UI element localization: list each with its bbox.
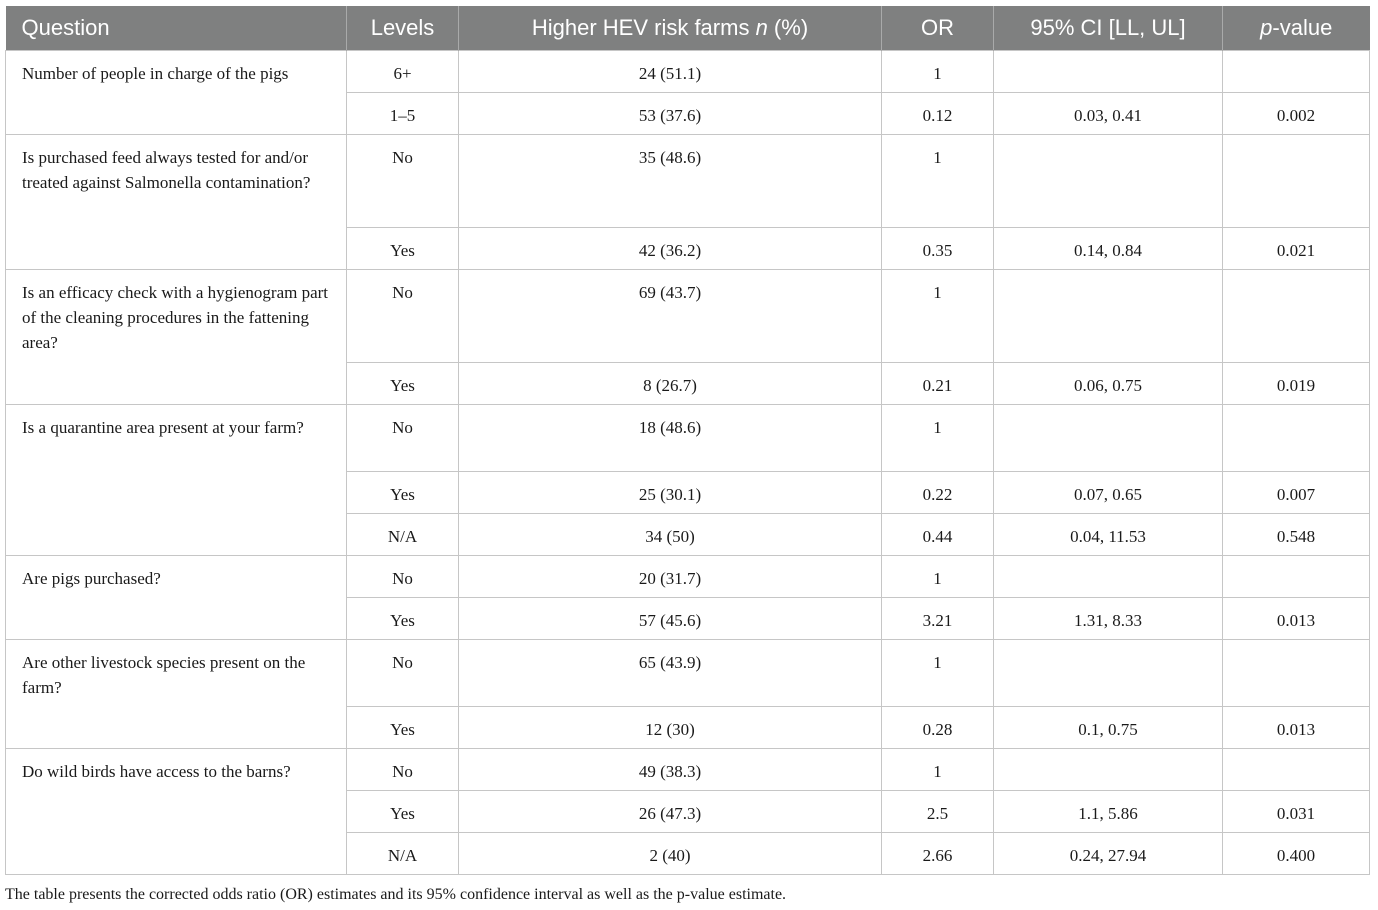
risk-header-suffix: (%) xyxy=(767,15,809,40)
p-value-cell xyxy=(1223,135,1370,228)
level-cell: No xyxy=(347,135,459,228)
or-cell: 0.21 xyxy=(882,363,994,405)
level-cell: N/A xyxy=(347,833,459,875)
or-cell: 0.28 xyxy=(882,707,994,749)
question-cell: Are other livestock species present on the farm? xyxy=(6,640,347,749)
level-cell: No xyxy=(347,640,459,707)
or-cell: 0.12 xyxy=(882,93,994,135)
question-cell: Number of people in charge of the pigs xyxy=(6,51,347,135)
farms-cell: 12 (30) xyxy=(459,707,882,749)
farms-cell: 42 (36.2) xyxy=(459,228,882,270)
p-value-cell: 0.007 xyxy=(1223,472,1370,514)
ci-cell: 0.1, 0.75 xyxy=(994,707,1223,749)
level-cell: No xyxy=(347,405,459,472)
or-cell: 1 xyxy=(882,640,994,707)
column-header-p-value xyxy=(1223,6,1370,51)
column-header-or: OR xyxy=(882,6,994,51)
p-value-cell xyxy=(1223,270,1370,363)
or-cell: 1 xyxy=(882,405,994,472)
level-cell: No xyxy=(347,749,459,791)
table-row xyxy=(6,270,1370,363)
farms-cell: 24 (51.1) xyxy=(459,51,882,93)
table-row xyxy=(6,51,1370,93)
ci-cell xyxy=(994,51,1223,93)
level-cell: No xyxy=(347,270,459,363)
level-cell: 6+ xyxy=(347,51,459,93)
or-cell: 2.66 xyxy=(882,833,994,875)
farms-cell: 2 (40) xyxy=(459,833,882,875)
risk-header-prefix: Higher HEV risk farms xyxy=(531,15,756,40)
or-cell: 1 xyxy=(882,51,994,93)
ci-cell: 1.31, 8.33 xyxy=(994,598,1223,640)
ci-cell: 0.06, 0.75 xyxy=(994,363,1223,405)
p-header-italic: p xyxy=(1260,15,1273,40)
farms-cell: 49 (38.3) xyxy=(459,749,882,791)
question-cell: Are pigs purchased? xyxy=(6,556,347,640)
p-value-cell xyxy=(1223,51,1370,93)
ci-cell xyxy=(994,556,1223,598)
farms-cell: 8 (26.7) xyxy=(459,363,882,405)
level-cell: Yes xyxy=(347,228,459,270)
column-header-ci: 95% CI [LL, UL] xyxy=(994,6,1223,51)
or-cell: 3.21 xyxy=(882,598,994,640)
p-value-cell: 0.400 xyxy=(1223,833,1370,875)
farms-cell: 53 (37.6) xyxy=(459,93,882,135)
question-cell: Is a quarantine area present at your farm? xyxy=(6,405,347,556)
column-header-risk-farms xyxy=(459,6,882,51)
level-cell: Yes xyxy=(347,363,459,405)
or-cell: 1 xyxy=(882,556,994,598)
p-value-cell: 0.002 xyxy=(1223,93,1370,135)
level-cell: No xyxy=(347,556,459,598)
p-value-cell: 0.031 xyxy=(1223,791,1370,833)
farms-cell: 34 (50) xyxy=(459,514,882,556)
level-cell: Yes xyxy=(347,598,459,640)
or-cell: 0.22 xyxy=(882,472,994,514)
p-value-cell: 0.013 xyxy=(1223,598,1370,640)
ci-cell: 0.24, 27.94 xyxy=(994,833,1223,875)
farms-cell: 20 (31.7) xyxy=(459,556,882,598)
farms-cell: 26 (47.3) xyxy=(459,791,882,833)
level-cell: N/A xyxy=(347,514,459,556)
ci-cell: 0.04, 11.53 xyxy=(994,514,1223,556)
p-header-suffix: -value xyxy=(1272,15,1333,40)
farms-cell: 65 (43.9) xyxy=(459,640,882,707)
question-cell: Is purchased feed always tested for and/or treated against Salmonella contamination? xyxy=(6,135,347,270)
ci-cell xyxy=(994,640,1223,707)
p-value-cell: 0.021 xyxy=(1223,228,1370,270)
level-cell: Yes xyxy=(347,707,459,749)
ci-cell: 0.07, 0.65 xyxy=(994,472,1223,514)
farms-cell: 25 (30.1) xyxy=(459,472,882,514)
level-cell: Yes xyxy=(347,791,459,833)
or-cell: 1 xyxy=(882,749,994,791)
column-header-question: Question xyxy=(6,6,347,51)
or-cell: 1 xyxy=(882,270,994,363)
p-value-cell: 0.548 xyxy=(1223,514,1370,556)
table-row xyxy=(6,405,1370,472)
farms-cell: 57 (45.6) xyxy=(459,598,882,640)
ci-cell xyxy=(994,405,1223,472)
level-cell: 1–5 xyxy=(347,93,459,135)
p-value-cell: 0.019 xyxy=(1223,363,1370,405)
farms-cell: 35 (48.6) xyxy=(459,135,882,228)
risk-header-n: n xyxy=(755,15,768,40)
p-value-cell: 0.013 xyxy=(1223,707,1370,749)
table-row xyxy=(6,749,1370,791)
ci-cell xyxy=(994,270,1223,363)
ci-cell: 0.03, 0.41 xyxy=(994,93,1223,135)
p-value-cell xyxy=(1223,749,1370,791)
ci-cell: 1.1, 5.86 xyxy=(994,791,1223,833)
p-value-cell xyxy=(1223,556,1370,598)
ci-cell: 0.14, 0.84 xyxy=(994,228,1223,270)
ci-cell xyxy=(994,135,1223,228)
level-cell: Yes xyxy=(347,472,459,514)
header-row xyxy=(6,6,1370,51)
p-value-cell xyxy=(1223,405,1370,472)
table-row xyxy=(6,640,1370,707)
or-cell: 2.5 xyxy=(882,791,994,833)
results-table xyxy=(5,6,1370,875)
or-cell: 0.35 xyxy=(882,228,994,270)
table-footnote: The table presents the corrected odds ratio (OR) estimates and its 95% confidence interval as well as the p-value estimate. xyxy=(5,886,787,903)
or-cell: 1 xyxy=(882,135,994,228)
column-header-levels: Levels xyxy=(347,6,459,51)
p-value-cell xyxy=(1223,640,1370,707)
ci-cell xyxy=(994,749,1223,791)
farms-cell: 69 (43.7) xyxy=(459,270,882,363)
question-cell: Is an efficacy check with a hygienogram part of the cleaning procedures in the fattening area? xyxy=(6,270,347,405)
farms-cell: 18 (48.6) xyxy=(459,405,882,472)
table-row xyxy=(6,556,1370,598)
or-cell: 0.44 xyxy=(882,514,994,556)
question-cell: Do wild birds have access to the barns? xyxy=(6,749,347,875)
table-row xyxy=(6,135,1370,228)
